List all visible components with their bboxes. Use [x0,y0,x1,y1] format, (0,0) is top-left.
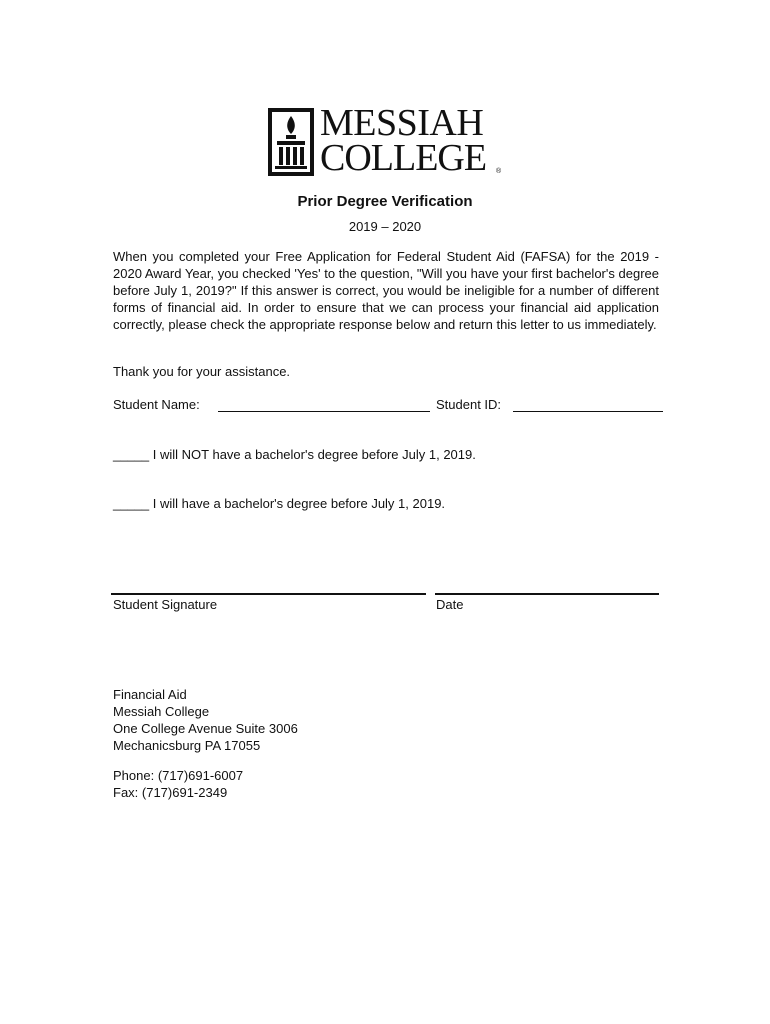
document-title: Prior Degree Verification [297,193,473,210]
student-signature-line[interactable] [111,593,426,595]
option-have-degree[interactable]: _____ I will have a bachelor's degree before July 1, 2019. [113,496,446,511]
intro-paragraph: When you completed your Free Application for Federal Student Aid (FAFSA) for the 2019 - 2020 Award Year, you checked 'Yes' to the question, "Will you have your first bachelor's degree before July 1, 2019?" If this answer is correct, you would be ineligible for a number of different forms of financial aid. In order to ensure that we can process your financial aid application correctly, please check the appropriate response below and return this letter to us immediately. [113,249,659,332]
address-line: One College Avenue Suite 3006 [113,721,298,736]
date-line[interactable] [435,593,659,595]
award-years: 2019 – 2020 [348,219,422,234]
date-label: Date [436,597,464,612]
address-line: Mechanicsburg PA 17055 [113,738,261,753]
contact-info [113,767,243,801]
student-name-label: Student Name: [113,397,200,412]
registered-mark: ® [496,168,502,175]
phone-number: Phone: (717)691-6007 [113,768,244,783]
student-id-label: Student ID: [436,397,502,412]
mailing-address [113,686,298,754]
student-signature-label: Student Signature [113,597,218,612]
torch-pillar-icon [268,108,314,176]
messiah-college-logo [268,102,504,180]
student-name-field[interactable] [218,411,430,412]
logo-word-college: COLLEGE [320,137,487,179]
option-not-have-degree[interactable]: _____ I will NOT have a bachelor's degree before July 1, 2019. [113,447,476,462]
address-line: Financial Aid [113,687,187,702]
thanks-line: Thank you for your assistance. [113,364,291,379]
fax-number: Fax: (717)691-2349 [113,785,228,800]
logo-word-messiah: MESSIAH [320,102,484,144]
address-line: Messiah College [113,704,210,719]
student-id-field[interactable] [513,411,663,412]
